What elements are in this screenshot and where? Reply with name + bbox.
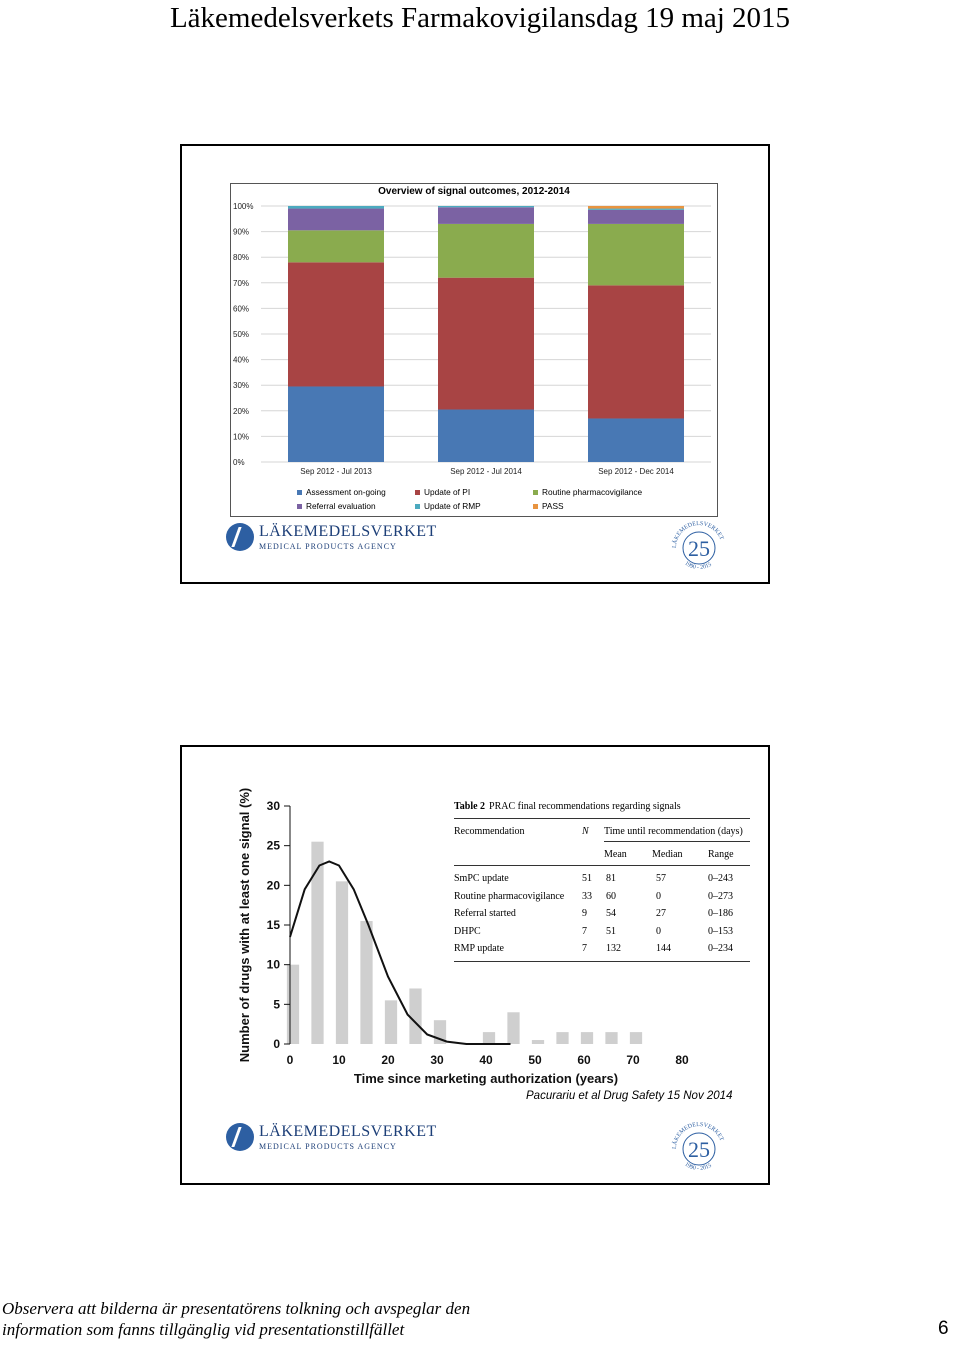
table-cell-mean: 51 <box>606 925 616 937</box>
table-cell-median: 0 <box>656 925 661 937</box>
table-cell-range: 0–153 <box>708 925 733 937</box>
y-tick-label: 50% <box>233 330 250 339</box>
bar-segment <box>288 262 384 386</box>
disclaimer-line: information som fanns tillgänglig vid presentationstillfället <box>2 1320 405 1339</box>
table-cell-n: 7 <box>582 925 587 937</box>
table-cell-recommendation: RMP update <box>454 943 504 954</box>
table-cell-range: 0–273 <box>708 890 733 902</box>
stacked-bar-chart <box>231 184 717 484</box>
bar-segment <box>438 278 534 410</box>
histogram-bar <box>483 1032 495 1044</box>
y-tick-label: 10% <box>233 432 250 442</box>
table-cell-median: 57 <box>656 873 666 884</box>
anniversary-seal-icon <box>668 517 730 579</box>
seal-years: 1990 - 2015 <box>683 560 713 572</box>
seal-text: LÄKEMEDELSVERKET <box>671 520 725 549</box>
x-tick-label: 0 <box>286 1053 294 1067</box>
y-tick-label: 10 <box>266 957 280 972</box>
table-rule <box>454 961 750 962</box>
x-tick-label: 20 <box>381 1053 395 1067</box>
legend-update-of-pi <box>415 487 470 497</box>
bar-segment <box>588 206 684 209</box>
bar-segment <box>288 386 384 462</box>
table-cell-median: 144 <box>656 943 671 954</box>
table-cell-mean: 60 <box>606 890 616 902</box>
citation: Pacurariu et al Drug Safety 15 Nov 2014 <box>526 1090 733 1102</box>
slide-prac-recommendations <box>180 745 770 1185</box>
seal-years: 1990 - 2015 <box>683 1161 713 1173</box>
agency-name: LÄKEMEDELSVERKET <box>259 523 437 540</box>
histogram-bar <box>360 921 372 1044</box>
signal-histogram-chart <box>182 747 702 1092</box>
x-category-label: Sep 2012 - Jul 2014 <box>450 467 522 476</box>
header-recommendation: Recommendation <box>454 826 525 837</box>
legend-label: Assessment on-going <box>306 487 386 497</box>
table-cell-n: 51 <box>582 873 592 884</box>
chart-frame <box>230 183 718 517</box>
bar-segment <box>438 224 534 278</box>
y-tick-label: 70% <box>233 278 250 288</box>
histogram-bar <box>409 988 421 1044</box>
table-cell-range: 0–234 <box>708 943 733 954</box>
histogram-bar <box>311 842 323 1044</box>
agency-name: LÄKEMEDELSVERKET <box>259 1123 437 1140</box>
legend-update-of-rmp <box>415 501 481 511</box>
y-tick-label: 90% <box>233 227 250 237</box>
legend-label: Update of RMP <box>424 501 481 511</box>
page-title: Läkemedelsverkets Farmakovigilansdag 19 maj 2015 <box>169 2 791 34</box>
x-tick-label: 10 <box>332 1053 346 1067</box>
bar-segment <box>288 230 384 262</box>
table-label: Table 2 <box>454 801 486 812</box>
x-tick-label: 50 <box>528 1053 542 1067</box>
agency-subtitle: MEDICAL PRODUCTS AGENCY <box>259 542 397 551</box>
bar-segment <box>288 206 384 209</box>
legend-label: Referral evaluation <box>306 501 376 511</box>
x-tick-label: 30 <box>430 1053 444 1067</box>
table-rule <box>454 865 750 866</box>
legend-label: Routine pharmacovigilance <box>542 487 643 497</box>
x-category-label: Sep 2012 - Jul 2013 <box>300 467 372 476</box>
page-number: 6 <box>938 1318 949 1339</box>
x-axis-label: Time since marketing authorization (years) <box>353 1071 619 1086</box>
bar-segment <box>288 209 384 231</box>
y-tick-label: 80% <box>233 253 250 263</box>
table-cell-recommendation: Referral started <box>454 908 516 919</box>
header-range: Range <box>708 849 734 860</box>
legend-pass <box>533 501 564 511</box>
bar-segment <box>588 418 684 462</box>
y-tick-label: 20% <box>233 406 250 416</box>
header-mean: Mean <box>604 849 627 860</box>
x-tick-label: 80 <box>675 1053 689 1067</box>
y-tick-label: 25 <box>266 838 280 853</box>
disclaimer-line: Observera att bilderna är presentatörens tolkning och avspeglar den <box>2 1299 471 1318</box>
table-cell-range: 0–243 <box>708 873 733 884</box>
bar-segment <box>588 209 684 210</box>
header-time: Time until recommendation (days) <box>604 826 743 837</box>
header-median: Median <box>652 849 683 860</box>
histogram-bar <box>336 881 348 1044</box>
legend-routine-pharmacovigilance <box>533 487 642 497</box>
table-cell-n: 7 <box>582 943 587 954</box>
y-axis-label: Number of drugs with at least one signal (%) <box>237 787 252 1063</box>
histogram-bar <box>605 1032 617 1044</box>
bar-segment <box>438 410 534 462</box>
x-tick-label: 70 <box>626 1053 640 1067</box>
seal-number: 25 <box>688 536 710 561</box>
y-tick-label: 20 <box>266 878 280 893</box>
x-category-label: Sep 2012 - Dec 2014 <box>598 467 674 476</box>
legend-label: PASS <box>542 501 564 511</box>
seal-number: 25 <box>688 1137 710 1162</box>
bar-segment <box>588 224 684 285</box>
y-tick-label: 0 <box>273 1037 280 1051</box>
agency-subtitle: MEDICAL PRODUCTS AGENCY <box>259 1142 397 1151</box>
y-tick-label: 30% <box>233 381 250 391</box>
agency-logo-icon <box>226 523 254 551</box>
bar-segment <box>588 285 684 418</box>
x-tick-label: 40 <box>479 1053 493 1067</box>
anniversary-seal-icon <box>668 1118 730 1180</box>
histogram-bar <box>532 1040 544 1044</box>
table-cell-recommendation: SmPC update <box>454 873 509 884</box>
table-cell-mean: 132 <box>606 943 621 954</box>
table-cell-mean: 81 <box>606 873 616 884</box>
legend-referral-evaluation <box>297 501 376 511</box>
y-tick-label: 5 <box>273 997 280 1012</box>
table-cell-median: 0 <box>656 890 661 902</box>
histogram-bar <box>507 1012 519 1044</box>
y-tick-label: 40% <box>233 355 250 365</box>
histogram-bar <box>556 1032 568 1044</box>
header-n: N <box>582 826 589 837</box>
y-tick-label: 60% <box>233 304 250 314</box>
legend-assessment-ongoing <box>297 487 386 497</box>
histogram-bar <box>581 1032 593 1044</box>
table-rule <box>454 818 750 819</box>
chart-title: Overview of signal outcomes, 2012-2014 <box>378 186 570 197</box>
bar-segment <box>438 207 534 224</box>
agency-logo-icon <box>226 1123 254 1151</box>
table-cell-range: 0–186 <box>708 908 733 919</box>
svg-text:1990 - 2015 <box>683 1162 712 1172</box>
table-rule <box>604 841 750 842</box>
table-cell-n: 33 <box>582 890 592 902</box>
x-tick-label: 60 <box>577 1053 591 1067</box>
y-tick-label: 100% <box>233 202 254 211</box>
disclaimer-footer <box>2 1298 470 1340</box>
histogram-bar <box>630 1032 642 1044</box>
histogram-bar <box>385 1000 397 1044</box>
bar-segment <box>588 210 684 224</box>
table-cell-mean: 54 <box>606 908 616 919</box>
table-cell-median: 27 <box>656 908 666 919</box>
seal-text: LÄKEMEDELSVERKET <box>671 1121 725 1150</box>
slide-signal-outcomes <box>180 144 770 584</box>
svg-text:1990 - 2015 <box>683 561 712 571</box>
legend-label: Update of PI <box>424 487 471 497</box>
table-cell-recommendation: DHPC <box>454 925 481 937</box>
table-cell-n: 9 <box>582 908 587 919</box>
table-cell-recommendation: Routine pharmacovigilance <box>454 890 565 902</box>
table-title: PRAC final recommendations regarding signals <box>489 801 681 812</box>
bar-segment <box>438 206 534 207</box>
y-tick-label: 15 <box>266 918 280 932</box>
table-caption <box>454 801 681 812</box>
y-tick-label: 30 <box>266 799 280 813</box>
y-tick-label: 0% <box>233 458 245 467</box>
